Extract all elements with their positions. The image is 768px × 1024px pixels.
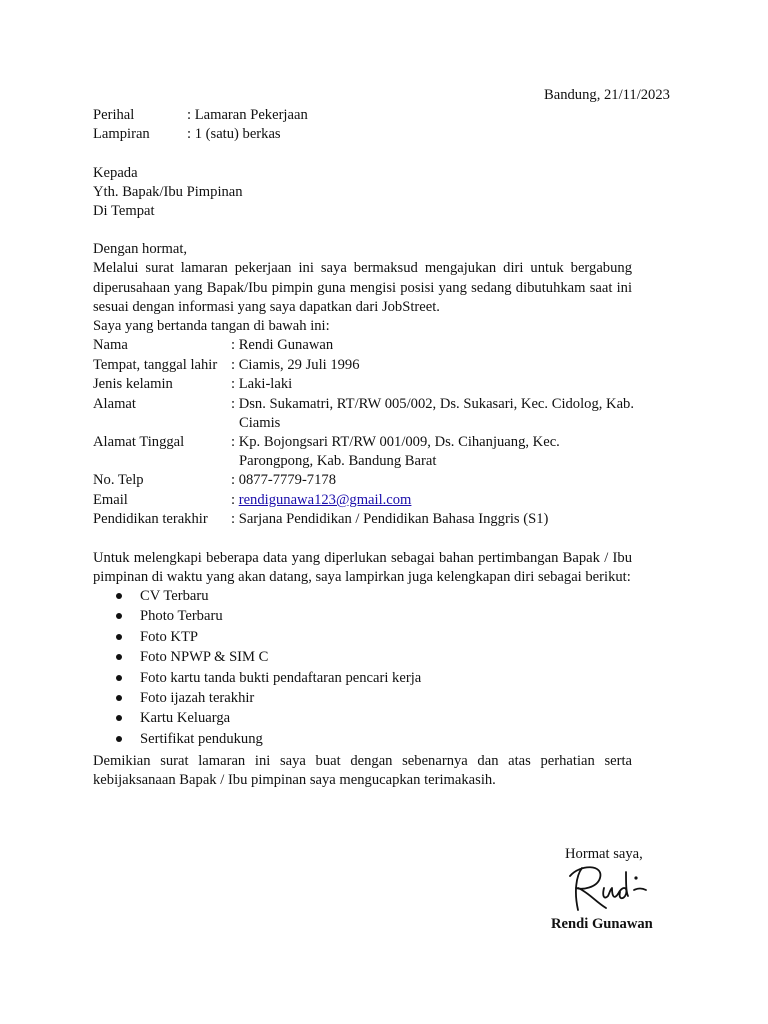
identity-value: : Kp. Bojongsari RT/RW 001/009, Ds. Cihanjuang, Kec. [231, 434, 560, 450]
attachment-count-label: Lampiran [93, 126, 150, 142]
subject-value: : Lamaran Pekerjaan [187, 107, 308, 123]
identity-row-email [93, 491, 411, 510]
handwritten-signature [560, 862, 652, 914]
letter-date: Bandung, 21/11/2023 [544, 87, 670, 103]
identity-value: : 0877-7779-7178 [231, 472, 336, 488]
signature-name: Rendi Gunawan [551, 916, 653, 932]
attachment-list [94, 586, 421, 749]
identity-label: Tempat, tanggal lahir [93, 357, 218, 373]
identity-row-phone [93, 471, 336, 490]
list-item: Foto ijazah terakhir [94, 688, 421, 708]
intro-line-2: diperusahaan yang Bapak/Ibu pimpin guna mengisi posisi yang sedang dibutuhkam saat ini [93, 280, 632, 296]
list-item: Foto kartu tanda bukti pendaftaran pencari kerja [94, 668, 421, 688]
attachments-intro-line-1: Untuk melengkapi beberapa data yang diperlukan sebagai bahan pertimbangan Bapak / Ibu [93, 550, 632, 566]
identity-label: Nama [93, 337, 128, 353]
closing-line-2: kebijaksanaan Bapak / Ibu pimpinan saya mengucapkan terimakasih. [93, 772, 496, 788]
closing-line-1: Demikian surat lamaran ini saya buat dengan sebenarnya dan atas perhatian serta [93, 753, 632, 769]
list-item: CV Terbaru [94, 586, 421, 606]
subject-label: Perihal [93, 107, 135, 123]
list-item: Foto NPWP & SIM C [94, 647, 421, 667]
intro-line-3: sesuai dengan informasi yang saya dapatkan dari JobStreet. [93, 299, 440, 315]
identity-label: Pendidikan terakhir [93, 511, 208, 527]
subject-row [93, 106, 308, 125]
intro-line-1: Melalui surat lamaran pekerjaan ini saya bermaksud mengajukan diri untuk bergabung [93, 260, 632, 276]
recipient-line-3: Di Tempat [93, 203, 155, 219]
identity-row-residence [93, 433, 560, 452]
identity-label: Alamat Tinggal [93, 434, 185, 450]
identity-value: : Rendi Gunawan [231, 337, 334, 353]
signature-salutation: Hormat saya, [565, 846, 643, 862]
recipient-line-1: Kepada [93, 165, 138, 181]
email-link[interactable]: rendigunawa123@gmail.com [238, 492, 412, 508]
list-item: Photo Terbaru [94, 606, 421, 626]
attachment-count-value: : 1 (satu) berkas [187, 126, 281, 142]
identity-row-address [93, 395, 634, 414]
identity-row-name [93, 336, 333, 355]
identity-label: Jenis kelamin [93, 376, 173, 392]
identity-row-birth [93, 356, 360, 375]
recipient-line-2: Yth. Bapak/Ibu Pimpinan [93, 184, 243, 200]
list-item: Foto KTP [94, 627, 421, 647]
list-item: Sertifikat pendukung [94, 729, 421, 749]
greeting: Dengan hormat, [93, 241, 188, 257]
identity-value: : Dsn. Sukamatri, RT/RW 005/002, Ds. Sukasari, Kec. Cidolog, Kab. [231, 396, 634, 412]
identity-address-continued: Ciamis [239, 415, 281, 431]
identity-label: Alamat [93, 396, 136, 412]
attachment-count-row [93, 125, 281, 144]
identity-label: Email [93, 492, 128, 508]
identity-row-gender [93, 375, 292, 394]
identity-residence-continued: Parongpong, Kab. Bandung Barat [239, 453, 437, 469]
identity-value: : Laki-laki [231, 376, 293, 392]
identity-value: : Sarjana Pendidikan / Pendidikan Bahasa Inggris (S1) [231, 511, 549, 527]
identity-label: No. Telp [93, 472, 144, 488]
identity-value: : Ciamis, 29 Juli 1996 [231, 357, 360, 373]
attachments-intro-line-2: pimpinan di waktu yang akan datang, saya lampirkan juga kelengkapan diri sebagai berikut: [93, 569, 631, 585]
identity-colon: : [231, 492, 239, 508]
identity-row-education [93, 510, 548, 529]
list-item: Kartu Keluarga [94, 708, 421, 728]
identity-intro: Saya yang bertanda tangan di bawah ini: [93, 318, 330, 334]
